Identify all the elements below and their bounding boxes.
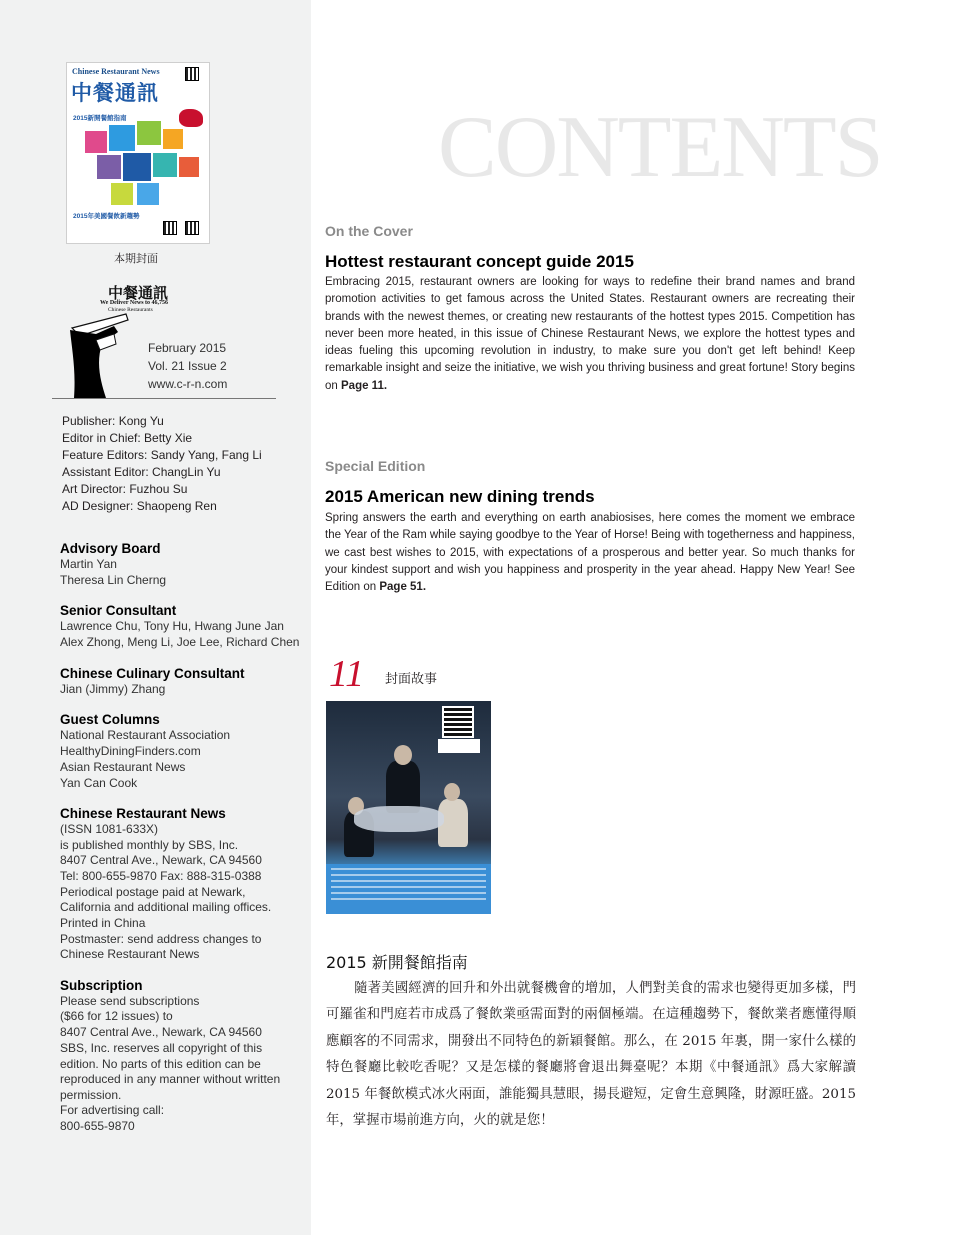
culinary-heading: Chinese Culinary Consultant bbox=[60, 666, 245, 681]
sidebar bbox=[0, 0, 311, 1235]
crn-line: 8407 Central Ave., Newark, CA 94560 bbox=[60, 853, 262, 867]
cube-icon bbox=[163, 129, 183, 149]
crn-line: Tel: 800-655-9870 Fax: 888-315-0388 bbox=[60, 869, 262, 883]
section-body-cover bbox=[325, 274, 855, 395]
section-body-special bbox=[325, 510, 855, 596]
section-title-cover[interactable]: Hottest restaurant concept guide 2015 bbox=[325, 252, 634, 271]
cube-icon bbox=[153, 153, 177, 177]
website-link[interactable]: www.c-r-n.com bbox=[148, 377, 228, 391]
divider bbox=[52, 398, 276, 399]
logo-tagline-2: Chinese Restaurants bbox=[108, 307, 153, 313]
cube-icon bbox=[111, 183, 133, 205]
person-head bbox=[394, 745, 412, 765]
senior-line: Alex Zhong, Meng Li, Joe Lee, Richard Chen bbox=[60, 635, 300, 649]
ram-icon bbox=[179, 109, 203, 127]
guest-heading: Guest Columns bbox=[60, 712, 160, 727]
subscription-line: 8407 Central Ave., Newark, CA 94560 bbox=[60, 1025, 262, 1039]
logo-tagline: We Deliver News to 46,756 bbox=[100, 300, 169, 306]
issue-date: February 2015 bbox=[148, 341, 227, 355]
qr-code-icon bbox=[185, 67, 199, 81]
senior-heading: Senior Consultant bbox=[60, 603, 177, 618]
masthead-publisher: Publisher: Kong Yu bbox=[62, 414, 164, 428]
story-body-cn: 隨著美國經濟的回升和外出就餐機會的增加，人們對美食的需求也變得更加多樣，門可羅雀和門庭若市成爲了餐飲業亟需面對的兩個極端。在這種趨勢下，餐飲業者應懂得順應顧客的不同需求，開發出不同特色的新穎餐館。那么，在 2015 年裏，開一家什么樣的特色餐廳比較吃香呢？又是怎樣的餐廳將會退出舞臺呢？本期《中餐通訊》爲大家解讀 2015 年餐飲模式冰火兩面，誰能獨具慧眼，揚長避短，定會生意興隆，財源旺盛。2015 年，掌握市場前進方向，火的就是您！ bbox=[326, 981, 856, 1129]
crn-line: California and additional mailing offices. bbox=[60, 900, 272, 914]
cube-icon bbox=[179, 157, 199, 177]
advertising-phone: 800-655-9870 bbox=[60, 1119, 135, 1133]
subscription-line: ($66 for 12 issues) to bbox=[60, 1009, 173, 1023]
qr-code-icon bbox=[442, 706, 474, 738]
section-title-special[interactable]: 2015 American new dining trends bbox=[325, 487, 595, 506]
crn-line: Postmaster: send address changes to bbox=[60, 932, 262, 946]
waiter-hand-icon bbox=[66, 310, 136, 400]
subscription-line: Please send subscriptions bbox=[60, 994, 200, 1008]
masthead-ad-designer: AD Designer: Shaopeng Ren bbox=[62, 499, 217, 513]
section-label-special: Special Edition bbox=[325, 458, 426, 474]
guest-line: Asian Restaurant News bbox=[60, 760, 186, 774]
body-text: Spring answers the earth and everything on earth anabiosises, here comes the moment we embrace the Year of the Ram while saying goodbye to the Year of Horse! Being with togetherness and happiness, we cast best wishes to 2015, with expectations of a prosperous and better year. So much thanks for your kindest support and wish you happiness and prosperity in the year ahead. Happy New Year! See Edition on bbox=[325, 512, 855, 594]
subscription-line: reproduced in any manner without written bbox=[60, 1072, 281, 1086]
page-ref-link[interactable]: Page 51. bbox=[379, 581, 427, 594]
logo-cn: 中餐通訊 bbox=[108, 284, 169, 302]
senior-line: Lawrence Chu, Tony Hu, Hwang June Jan bbox=[60, 619, 284, 633]
crn-line: (ISSN 1081-633X) bbox=[60, 822, 159, 836]
cover-thumbnail[interactable] bbox=[66, 62, 210, 244]
subscription-line: permission. bbox=[60, 1088, 122, 1102]
advisory-line: Theresa Lin Cherng bbox=[60, 573, 167, 587]
crn-line: Periodical postage paid at Newark, bbox=[60, 885, 246, 899]
person-head bbox=[444, 783, 460, 801]
subscription-line: edition. No parts of this edition can be bbox=[60, 1057, 261, 1071]
qr-caption-box bbox=[438, 739, 480, 753]
cube-icon bbox=[137, 121, 161, 145]
subscription-line: SBS, Inc. reserves all copyright of this bbox=[60, 1041, 263, 1055]
crn-line: is published monthly by SBS, Inc. bbox=[60, 838, 239, 852]
cover-caption: 本期封面 bbox=[114, 252, 158, 265]
masthead-art-director: Art Director: Fuzhou Su bbox=[62, 482, 188, 496]
masthead-assistant-editor: Assistant Editor: ChangLin Yu bbox=[62, 465, 221, 479]
cover-footline: 2015年美國餐飲新趨勢 bbox=[73, 213, 140, 220]
cover-title-cn: 中餐通訊 bbox=[71, 80, 159, 105]
cube-icon bbox=[123, 153, 151, 181]
image-caption-band bbox=[326, 864, 491, 914]
cover-headline: 2015新開餐館指南 bbox=[73, 115, 127, 122]
advisory-line: Martin Yan bbox=[60, 557, 117, 571]
crn-line: Chinese Restaurant News bbox=[60, 947, 200, 961]
page-ref-link[interactable]: Page 11. bbox=[341, 379, 388, 392]
table-shape bbox=[354, 806, 444, 832]
logo-block bbox=[66, 282, 276, 394]
advisory-heading: Advisory Board bbox=[60, 541, 161, 556]
subscription-line: For advertising call: bbox=[60, 1103, 165, 1117]
masthead-editor: Editor in Chief: Betty Xie bbox=[62, 431, 193, 445]
story-title-cn[interactable]: 2015 新開餐館指南 bbox=[326, 953, 468, 972]
subscription-heading: Subscription bbox=[60, 978, 143, 993]
body-text: Embracing 2015, restaurant owners are looking for ways to redefine their brand names and brand promotion activities to get famous across the United States. Restaurant owners are recreating their brands with the newest themes, or creating new restaurants of the hottest types 2015. Competition has never been more heated, in this issue of Chinese Restaurant News, we explore the hottest types and ideas fueling this upcoming revolution in industry, to make sure you don't get left behind! Keep remarkable insight and seize the initiative, we wish you thriving business and great fortune! Story begins on bbox=[325, 276, 855, 392]
cube-icon bbox=[137, 183, 159, 205]
crn-heading: Chinese Restaurant News bbox=[60, 806, 226, 821]
contents-title: CONTENTS bbox=[438, 99, 882, 196]
story-label: 封面故事 bbox=[385, 672, 438, 687]
guest-line: Yan Can Cook bbox=[60, 776, 138, 790]
qr-code-icon bbox=[163, 221, 177, 235]
cover-title-en: Chinese Restaurant News bbox=[72, 67, 160, 76]
story-image[interactable] bbox=[326, 701, 491, 914]
section-label-cover: On the Cover bbox=[325, 223, 413, 239]
masthead-feature-editors: Feature Editors: Sandy Yang, Fang Li bbox=[62, 448, 262, 462]
cube-icon bbox=[85, 131, 107, 153]
culinary-line: Jian (Jimmy) Zhang bbox=[60, 682, 166, 696]
guest-line: HealthyDiningFinders.com bbox=[60, 744, 201, 758]
story-page-number[interactable]: 11 bbox=[329, 653, 365, 695]
issue-volume: Vol. 21 Issue 2 bbox=[148, 359, 227, 373]
cube-icon bbox=[97, 155, 121, 179]
crn-line: Printed in China bbox=[60, 916, 146, 930]
guest-line: National Restaurant Association bbox=[60, 728, 231, 742]
cube-icon bbox=[109, 125, 135, 151]
qr-code-icon bbox=[185, 221, 199, 235]
